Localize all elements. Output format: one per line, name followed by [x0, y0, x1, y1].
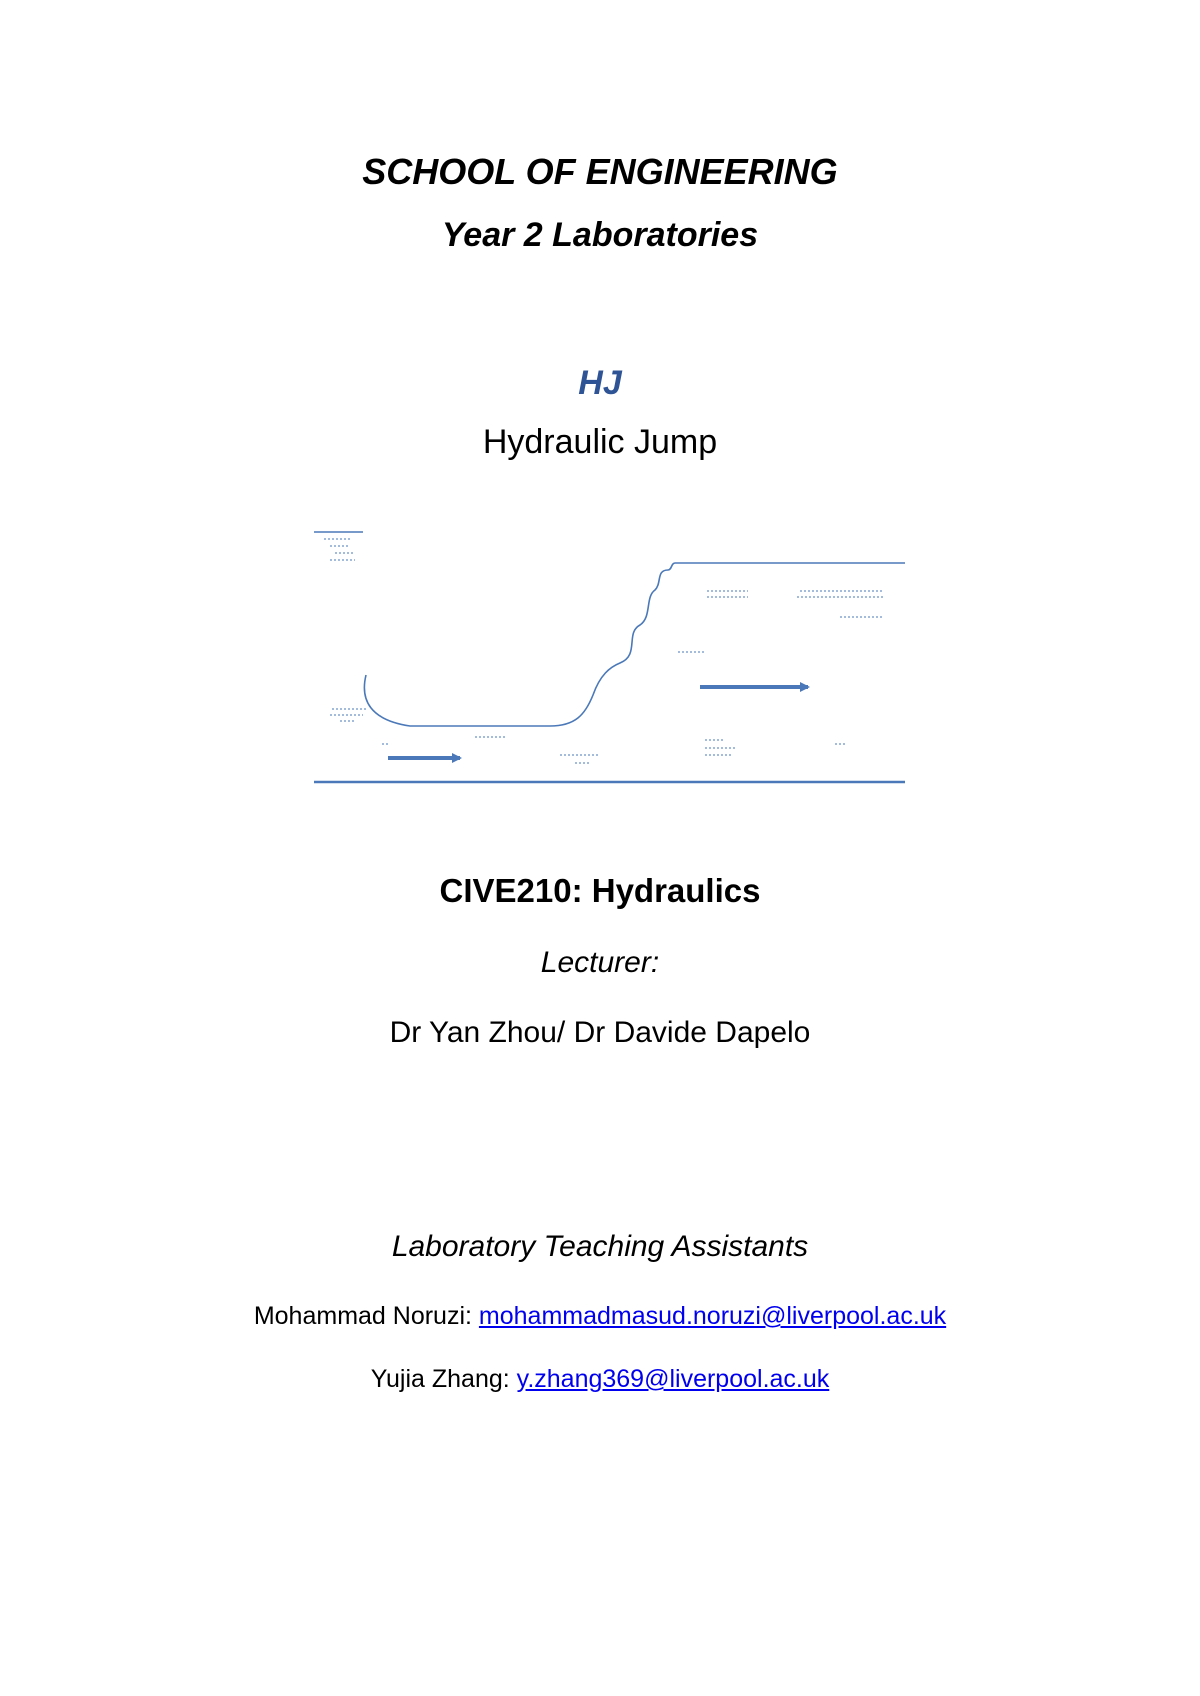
teaching-assistant-row — [0, 1367, 1200, 1392]
year-subtitle: Year 2 Laboratories — [441, 216, 759, 254]
ta-email-link[interactable]: y.zhang369@liverpool.ac.uk — [516, 1365, 830, 1393]
experiment-code: HJ — [578, 364, 622, 402]
upstream-level-indicator — [314, 532, 363, 560]
experiment-title: Hydraulic Jump — [482, 423, 718, 461]
lecturer-names: Dr Yan Zhou/ Dr Davide Dapelo — [389, 1016, 811, 1049]
ta-name: Yujia Zhang: — [370, 1365, 510, 1393]
course-title: CIVE210: Hydraulics — [439, 872, 761, 909]
lecturer-label: Lecturer: — [540, 946, 660, 979]
school-title: SCHOOL OF ENGINEERING — [362, 151, 838, 192]
ta-email-link[interactable]: mohammadmasud.noruzi@liverpool.ac.uk — [478, 1302, 947, 1330]
hydraulic-jump-diagram — [300, 515, 910, 795]
ta-name: Mohammad Noruzi: — [253, 1302, 472, 1330]
teaching-assistant-row — [0, 1304, 1200, 1329]
teaching-assistants-heading: Laboratory Teaching Assistants — [391, 1230, 809, 1263]
water-surface-profile — [364, 563, 905, 726]
flow-hatching — [330, 591, 885, 763]
